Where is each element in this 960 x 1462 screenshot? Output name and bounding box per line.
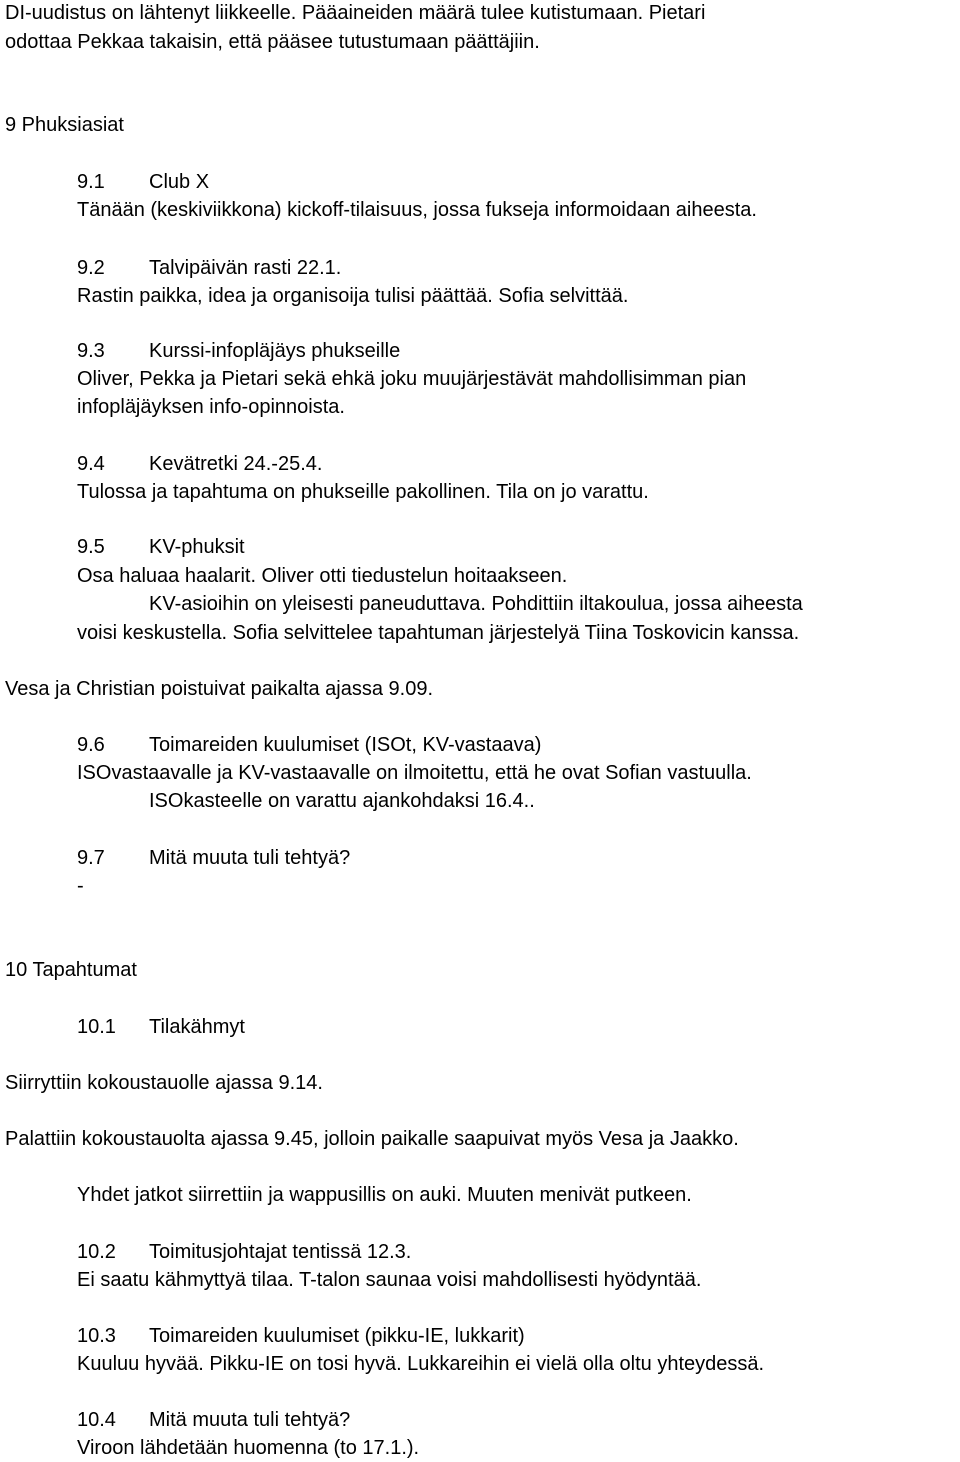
item-number-10-3: 10.3 <box>77 1325 116 1347</box>
item-text-9-5-c: voisi keskustella. Sofia selvittelee tapahtuman järjestelyä Tiina Toskovicin kanssa. <box>77 622 800 644</box>
intro-line-2: odottaa Pekkaa takaisin, että pääsee tutustumaan päättäjiin. <box>5 31 540 53</box>
item-text-9-2: Rastin paikka, idea ja organisoija tulisi päättää. Sofia selvittää. <box>77 285 629 307</box>
item-text-9-5-b: KV-asioihin on yleisesti paneuduttava. Pohdittiin iltakoulua, jossa aiheesta <box>149 593 803 615</box>
item-title-10-2: Toimitusjohtajat tentissä 12.3. <box>149 1241 412 1263</box>
item-number-9-7: 9.7 <box>77 847 105 869</box>
item-number-9-1: 9.1 <box>77 171 105 193</box>
item-title-9-4: Kevätretki 24.-25.4. <box>149 453 323 475</box>
item-text-9-6-b: ISOkasteelle on varattu ajankohdaksi 16.4.. <box>149 790 535 812</box>
item-number-9-5: 9.5 <box>77 536 105 558</box>
item-text-10-4: Viroon lähdetään huomenna (to 17.1.). <box>77 1437 420 1459</box>
item-title-10-4: Mitä muuta tuli tehtyä? <box>149 1409 351 1431</box>
item-text-9-6-a: ISOvastaavalle ja KV-vastaavalle on ilmoitettu, että he ovat Sofian vastuulla. <box>77 762 752 784</box>
item-text-10-2: Ei saatu kähmyttyä tilaa. T-talon saunaa voisi mahdollisesti hyödyntää. <box>77 1269 702 1291</box>
item-title-9-1: Club X <box>149 171 210 193</box>
item-text-10-3: Kuuluu hyvää. Pikku-IE on tosi hyvä. Lukkareihin ei vielä olla oltu yhteydessä. <box>77 1353 765 1375</box>
section-heading-10: 10 Tapahtumat <box>5 959 137 981</box>
break-start-note: Siirryttiin kokoustauolle ajassa 9.14. <box>5 1072 323 1094</box>
item-title-10-3: Toimareiden kuulumiset (pikku-IE, lukkarit) <box>149 1325 525 1347</box>
item-title-9-2: Talvipäivän rasti 22.1. <box>149 257 342 279</box>
section-heading-9: 9 Phuksiasiat <box>5 114 124 136</box>
item-number-10-4: 10.4 <box>77 1409 116 1431</box>
item-title-9-7: Mitä muuta tuli tehtyä? <box>149 847 351 869</box>
item-title-9-6: Toimareiden kuulumiset (ISOt, KV-vastaava) <box>149 734 542 756</box>
after-break-note: Yhdet jatkot siirrettiin ja wappusillis on auki. Muuten menivät putkeen. <box>77 1184 692 1206</box>
item-number-10-1: 10.1 <box>77 1016 116 1038</box>
item-number-10-2: 10.2 <box>77 1241 116 1263</box>
item-text-9-3-b: infopläjäyksen info-opinnoista. <box>77 396 345 418</box>
item-title-9-3: Kurssi-infopläjäys phukseille <box>149 340 401 362</box>
item-text-9-7: - <box>77 875 84 897</box>
break-end-note: Palattiin kokoustauolta ajassa 9.45, jolloin paikalle saapuivat myös Vesa ja Jaakko. <box>5 1128 739 1150</box>
departure-note: Vesa ja Christian poistuivat paikalta ajassa 9.09. <box>5 678 434 700</box>
item-text-9-1: Tänään (keskiviikkona) kickoff-tilaisuus, jossa fukseja informoidaan aiheesta. <box>77 199 757 221</box>
intro-line-1: DI-uudistus on lähtenyt liikkeelle. Pääaineiden määrä tulee kutistumaan. Pietari <box>5 2 706 24</box>
item-title-10-1: Tilakähmyt <box>149 1016 245 1038</box>
item-number-9-2: 9.2 <box>77 257 105 279</box>
item-title-9-5: KV-phuksit <box>149 536 245 558</box>
item-text-9-4: Tulossa ja tapahtuma on phukseille pakollinen. Tila on jo varattu. <box>77 481 649 503</box>
item-text-9-5-a: Osa haluaa haalarit. Oliver otti tiedustelun hoitaakseen. <box>77 565 568 587</box>
item-text-9-3-a: Oliver, Pekka ja Pietari sekä ehkä joku muujärjestävät mahdollisimman pian <box>77 368 747 390</box>
item-number-9-4: 9.4 <box>77 453 105 475</box>
item-number-9-6: 9.6 <box>77 734 105 756</box>
item-number-9-3: 9.3 <box>77 340 105 362</box>
